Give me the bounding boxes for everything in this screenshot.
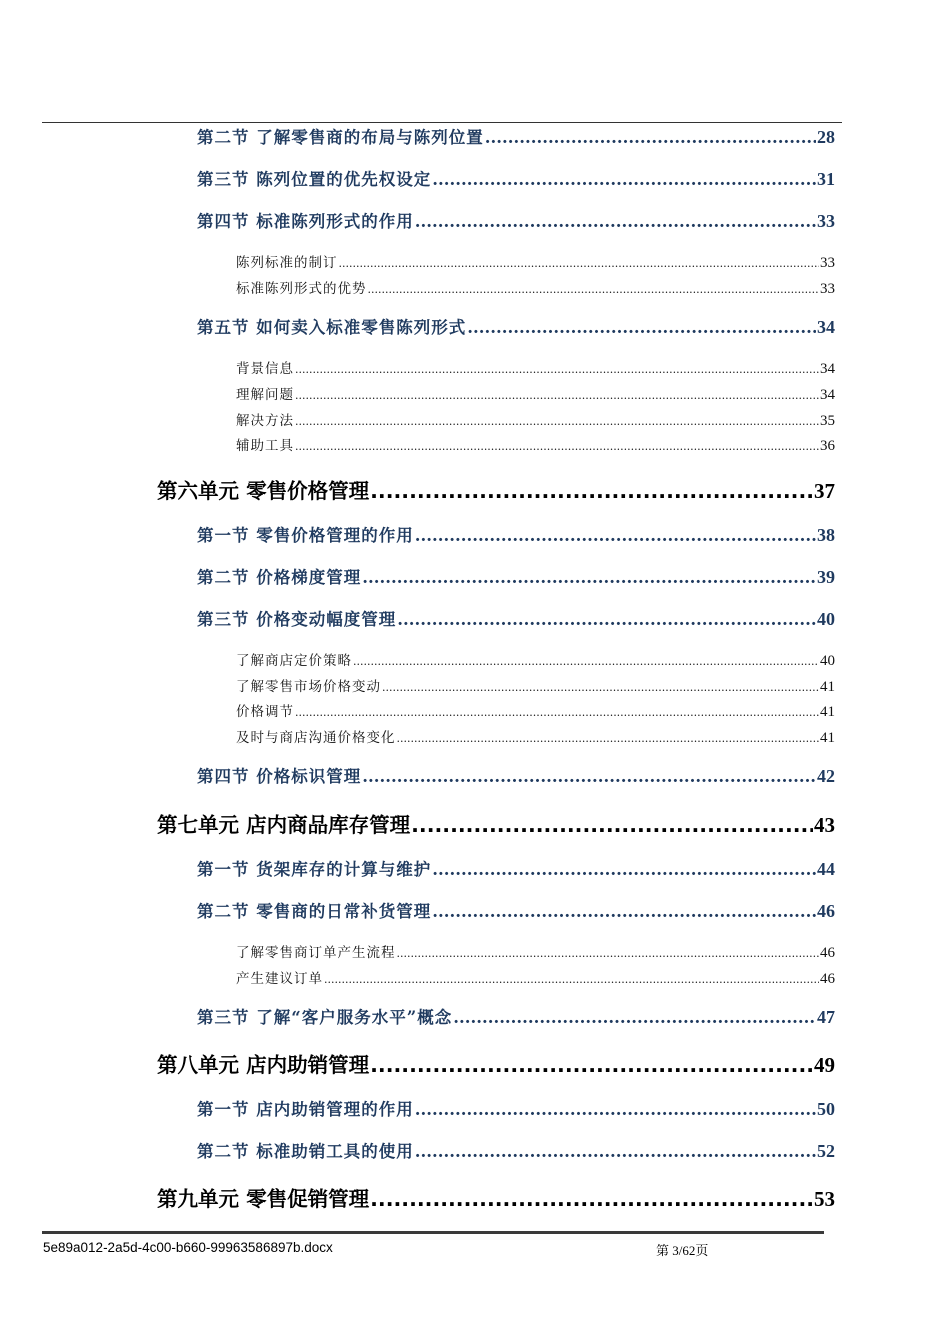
leader-dots — [432, 860, 816, 879]
toc-entry-title: 第三节 陈列位置的优先权设定 — [197, 170, 432, 189]
toc-entry-section[interactable] — [197, 763, 835, 789]
leader-dots — [485, 128, 816, 147]
footer-page-number: 第 3/62页 — [656, 1243, 709, 1258]
toc-entry-page: 33 — [820, 281, 835, 297]
toc-entry-section[interactable] — [197, 564, 835, 590]
toc-entry-title: 第四节 价格标识管理 — [197, 767, 362, 786]
toc-entry-section[interactable] — [197, 522, 835, 548]
toc-entry-page: 41 — [820, 704, 835, 720]
toc-entry-title: 第七单元 店内商品库存管理 — [157, 813, 411, 837]
leader-dots — [295, 440, 819, 453]
toc-entry-page: 47 — [817, 1007, 835, 1027]
toc-entry-page: 46 — [817, 901, 835, 921]
leader-dots — [453, 1008, 816, 1027]
footer-rule — [42, 1231, 824, 1234]
toc-entry-title: 第一节 货架库存的计算与维护 — [197, 860, 432, 879]
toc-entry-title: 了解零售市场价格变动 — [236, 679, 381, 695]
toc-entry-section[interactable] — [197, 314, 835, 340]
toc-entry-page: 40 — [820, 653, 835, 669]
toc-entry-page: 50 — [817, 1099, 835, 1119]
leader-dots — [370, 1187, 813, 1211]
toc-entry-subsection[interactable] — [236, 941, 835, 961]
toc-entry-page: 33 — [820, 255, 835, 271]
toc-entry-page: 34 — [820, 387, 835, 403]
toc-entry-page: 35 — [820, 413, 835, 429]
leader-dots — [324, 973, 819, 986]
toc-entry-subsection[interactable] — [236, 357, 835, 377]
toc-entry-section[interactable] — [197, 898, 835, 924]
toc-entry-page: 38 — [817, 525, 835, 545]
toc-entry-page: 52 — [817, 1141, 835, 1161]
leader-dots — [353, 655, 819, 668]
toc-entry-page: 39 — [817, 567, 835, 587]
leader-dots — [368, 283, 820, 296]
toc-entry-unit[interactable] — [157, 1048, 835, 1078]
toc-entry-title: 标准陈列形式的优势 — [236, 281, 367, 297]
leader-dots — [411, 813, 813, 837]
toc-entry-page: 37 — [814, 479, 835, 503]
toc-entry-subsection[interactable] — [236, 251, 835, 271]
toc-entry-subsection[interactable] — [236, 383, 835, 403]
toc-entry-subsection[interactable] — [236, 726, 835, 746]
leader-dots — [415, 1100, 816, 1119]
toc-entry-page: 49 — [814, 1053, 835, 1077]
toc-entry-title: 第三节 价格变动幅度管理 — [197, 610, 397, 629]
leader-dots — [432, 902, 816, 921]
leader-dots — [295, 363, 819, 376]
toc-entry-subsection[interactable] — [236, 649, 835, 669]
leader-dots — [397, 732, 820, 745]
toc-entry-title: 第六单元 零售价格管理 — [157, 479, 370, 503]
toc-entry-page: 40 — [817, 609, 835, 629]
toc-entry-subsection[interactable] — [236, 277, 835, 297]
toc-entry-section[interactable] — [197, 1096, 835, 1122]
toc-entry-page: 34 — [820, 361, 835, 377]
leader-dots — [370, 1053, 813, 1077]
toc-entry-title: 产生建议订单 — [236, 971, 323, 987]
toc-entry-title: 第二节 了解零售商的布局与陈列位置 — [197, 128, 484, 147]
toc-entry-title: 第五节 如何卖入标准零售陈列形式 — [197, 318, 467, 337]
toc-entry-section[interactable] — [197, 166, 835, 192]
toc-entry-title: 辅助工具 — [236, 438, 294, 454]
leader-dots — [362, 568, 816, 587]
toc-entry-title: 第二节 零售商的日常补货管理 — [197, 902, 432, 921]
toc-entry-page: 28 — [817, 127, 835, 147]
toc-entry-title: 第二节 价格梯度管理 — [197, 568, 362, 587]
toc-entry-page: 34 — [817, 317, 835, 337]
toc-entry-title: 第四节 标准陈列形式的作用 — [197, 212, 414, 231]
toc-entry-subsection[interactable] — [236, 434, 835, 454]
leader-dots — [295, 415, 819, 428]
toc-entry-subsection[interactable] — [236, 675, 835, 695]
leader-dots — [415, 526, 816, 545]
leader-dots — [362, 767, 816, 786]
toc-entry-title: 了解零售商订单产生流程 — [236, 945, 396, 961]
toc-entry-page: 42 — [817, 766, 835, 786]
leader-dots — [432, 170, 816, 189]
toc-entry-section[interactable] — [197, 124, 835, 150]
toc-entry-page: 46 — [820, 971, 835, 987]
toc-entry-section[interactable] — [197, 856, 835, 882]
toc-entry-title: 了解商店定价策略 — [236, 653, 352, 669]
leader-dots — [397, 947, 820, 960]
leader-dots — [415, 1142, 816, 1161]
toc-entry-title: 第三节 了解“客户服务水平”概念 — [197, 1008, 453, 1027]
toc-entry-title: 第一节 零售价格管理的作用 — [197, 526, 414, 545]
toc-entry-page: 31 — [817, 169, 835, 189]
toc-entry-section[interactable] — [197, 606, 835, 632]
toc-entry-title: 价格调节 — [236, 704, 294, 720]
toc-entry-title: 第一节 店内助销管理的作用 — [197, 1100, 414, 1119]
leader-dots — [295, 706, 819, 719]
leader-dots — [295, 389, 819, 402]
toc-entry-page: 53 — [814, 1187, 835, 1211]
toc-entry-page: 41 — [820, 730, 835, 746]
toc-entry-title: 第九单元 零售促销管理 — [157, 1187, 370, 1211]
leader-dots — [370, 479, 813, 503]
leader-dots — [415, 212, 816, 231]
toc-entry-subsection[interactable] — [236, 409, 835, 429]
toc-entry-title: 理解问题 — [236, 387, 294, 403]
footer-filename: 5e89a012-2a5d-4c00-b660-99963586897b.docx — [43, 1240, 333, 1255]
toc-entry-page: 41 — [820, 679, 835, 695]
toc-entry-subsection[interactable] — [236, 700, 835, 720]
toc-entry-title: 陈列标准的制订 — [236, 255, 338, 271]
toc-entry-page: 43 — [814, 813, 835, 837]
toc-entry-unit[interactable] — [157, 808, 835, 838]
toc-entry-unit[interactable] — [157, 474, 835, 504]
toc-entry-page: 44 — [817, 859, 835, 879]
leader-dots — [339, 257, 820, 270]
toc-entry-page: 36 — [820, 438, 835, 454]
toc-entry-title: 解决方法 — [236, 413, 294, 429]
toc-entry-title: 背景信息 — [236, 361, 294, 377]
toc-entry-title: 第二节 标准助销工具的使用 — [197, 1142, 414, 1161]
toc-entry-page: 33 — [817, 211, 835, 231]
toc-entry-subsection[interactable] — [236, 967, 835, 987]
leader-dots — [467, 318, 816, 337]
leader-dots — [397, 610, 816, 629]
toc-entry-section[interactable] — [197, 208, 835, 234]
toc-entry-title: 及时与商店沟通价格变化 — [236, 730, 396, 746]
toc-entry-page: 46 — [820, 945, 835, 961]
toc-entry-unit[interactable] — [157, 1182, 835, 1212]
leader-dots — [382, 681, 819, 694]
toc-entry-title: 第八单元 店内助销管理 — [157, 1053, 370, 1077]
toc-entry-section[interactable] — [197, 1004, 835, 1030]
toc-entry-section[interactable] — [197, 1138, 835, 1164]
